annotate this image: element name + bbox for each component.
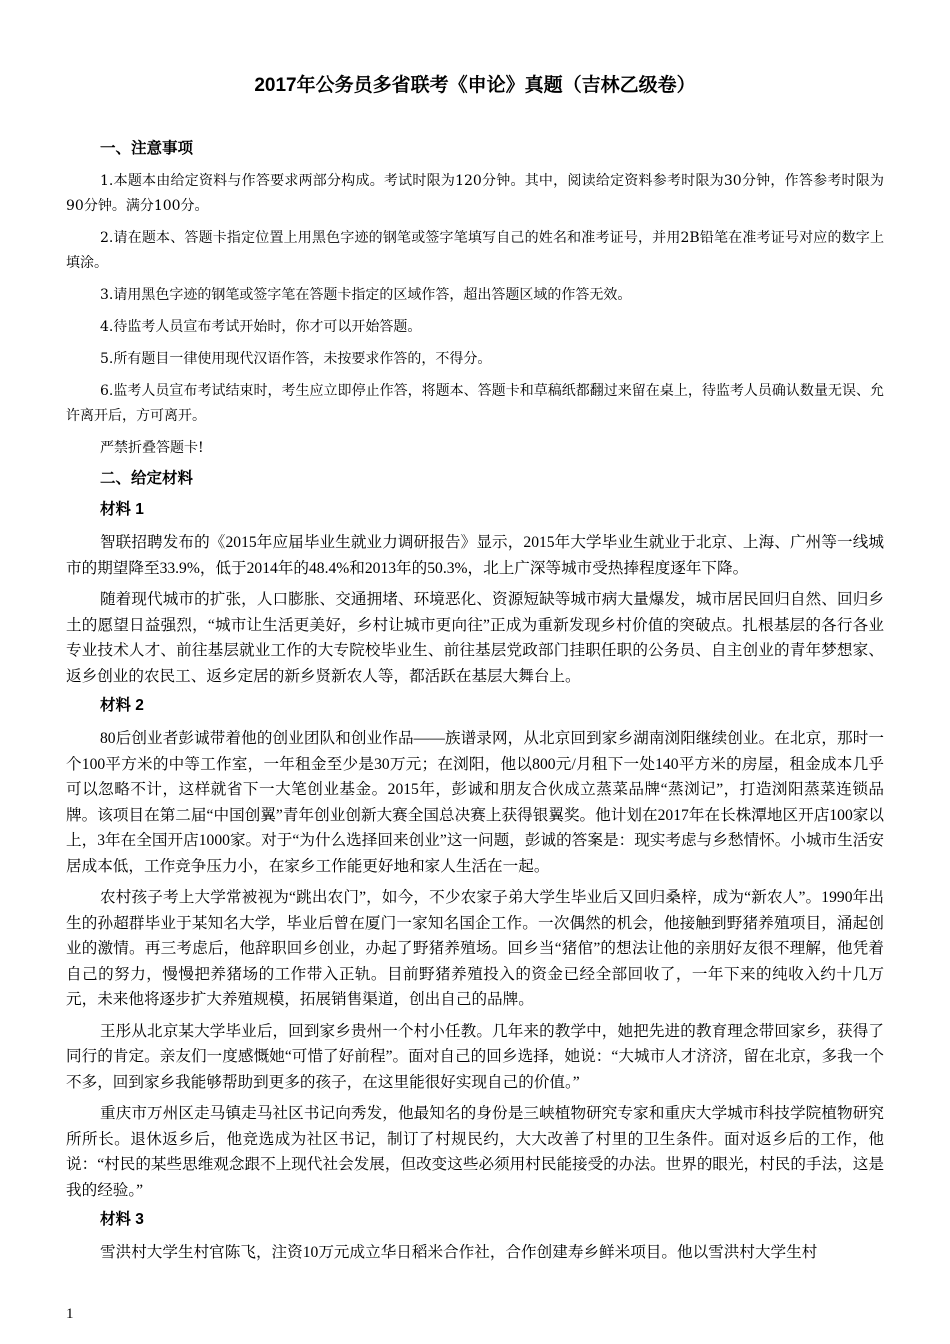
document-body	[66, 138, 884, 1272]
document-title: 2017年公务员多省联考《申论》真题（吉林乙级卷）	[254, 75, 696, 96]
material-2-heading: 材料 2	[100, 697, 144, 714]
material-paragraph: 重庆市万州区走马镇走马社区书记向秀发，他最知名的身份是三峡植物研究专家和重庆大学城市科技学院植物研究所所长。退休返乡后，他竞选成为社区书记，制订了村规民约，大大改善了村里的卫生条件。面对返乡后的工作，他说：“村民的某些思维观念跟不上现代社会发展，但改变这些必须用村民能接受的办法。世界的眼光，村民的手法，这是我的经验。”	[66, 1105, 884, 1199]
material-paragraph: 随着现代城市的扩张，人口膨胀、交通拥堵、环境恶化、资源短缺等城市病大量爆发，城市居民回归自然、回归乡土的愿望日益强烈，“城市让生活更美好，乡村让城市更向往”正成为重新发现乡村价值的突破点。扎根基层的各行各业专业技术人才、前往基层就业工作的大专院校毕业生、前往基层党政部门挂职任职的公务员、自主创业的青年梦想家、返乡创业的农民工、返乡定居的新乡贤新农人等，都活跃在基层大舞台上。	[66, 591, 884, 685]
material-paragraph: 王彤从北京某大学毕业后，回到家乡贵州一个村小任教。几年来的教学中，她把先进的教育理念带回家乡，获得了同行的肯定。亲友们一度感慨她“可惜了好前程”。面对自己的回乡选择，她说：“大城市人才济济，留在北京，多我一个不多，回到家乡我能够帮助到更多的孩子，在这里能很好实现自己的价值。”	[66, 1022, 884, 1091]
material-1-heading: 材料 1	[100, 501, 144, 518]
material-paragraph: 农村孩子考上大学常被视为“跳出农门”，如今，不少农家子弟大学生毕业后又回归桑梓，成为“新农人”。1990年出生的孙超群毕业于某知名大学，毕业后曾在厦门一家知名国企工作。一次偶然的机会，他接触到野猪养殖项目，涌起创业的激情。再三考虑后，他辞职回乡创业，办起了野猪养殖场。回乡当“猪倌”的想法让他的亲朋好友很不理解，他凭着自己的努力，慢慢把养猪场的工作带入正轨。目前野猪养殖投入的资金已经全部回收了，一年下来的纯收入约十几万元，未来他将逐步扩大养殖规模，拓展销售渠道，创出自己的品牌。	[66, 889, 884, 1008]
notice-item: 4.待监考人员宣布考试开始时，你才可以开始答题。	[100, 319, 422, 335]
notice-item: 6.监考人员宣布考试结束时，考生应立即停止作答，将题本、答题卡和草稿纸都翻过来留在桌上，待监考人员确认数量无误、允许离开后，方可离开。	[66, 383, 884, 424]
section-heading-notice: 一、注意事项	[100, 140, 194, 157]
material-3-heading: 材料 3	[100, 1211, 144, 1228]
notice-item: 1.本题本由给定资料与作答要求两部分构成。考试时限为120分钟。其中，阅读给定资料参考时限为30分钟，作答参考时限为90分钟。满分100分。	[66, 173, 884, 214]
material-paragraph: 智联招聘发布的《2015年应届毕业生就业力调研报告》显示，2015年大学毕业生就业于北京、上海、广州等一线城市的期望降至33.9%，低于2014年的48.4%和2013年的50.3%，北上广深等城市受热捧程度逐年下降。	[66, 534, 884, 577]
page-number: 1	[66, 1306, 74, 1322]
section-heading-materials: 二、给定材料	[100, 470, 194, 487]
notice-warning: 严禁折叠答题卡!	[100, 440, 204, 456]
notice-item: 3.请用黑色字迹的钢笔或签字笔在答题卡指定的区域作答，超出答题区域的作答无效。	[100, 287, 632, 303]
material-paragraph: 80后创业者彭诚带着他的创业团队和创业作品——族谱录网，从北京回到家乡湖南浏阳继续创业。在北京，那时一个100平方米的中等工作室，一年租金至少是30万元；在浏阳，他以800元/月租下一处140平方米的房屋，租金成本几乎可以忽略不计，这样就省下一大笔创业基金。2015年，彭诚和朋友合伙成立蒸菜品牌“蒸浏记”，打造浏阳蒸菜连锁品牌。该项目在第二届“中国创翼”青年创业创新大赛全国总决赛上获得银翼奖。他计划在2017年在长株潭地区开店100家以上，3年在全国开店1000家。对于“为什么选择回来创业”这一问题，彭诚的答案是：现实考虑与乡愁情怀。小城市生活安居成本低，工作竞争压力小，在家乡工作能更好地和家人生活在一起。	[66, 730, 884, 875]
notice-item: 5.所有题目一律使用现代汉语作答，未按要求作答的，不得分。	[100, 351, 492, 367]
material-paragraph: 雪洪村大学生村官陈飞，注资10万元成立华日稻米合作社，合作创建寿乡鲜米项目。他以雪洪村大学生村	[100, 1244, 818, 1261]
notice-item: 2.请在题本、答题卡指定位置上用黑色字迹的钢笔或签字笔填写自己的姓名和准考证号，并用2B铅笔在准考证号对应的数字上填涂。	[66, 230, 884, 271]
